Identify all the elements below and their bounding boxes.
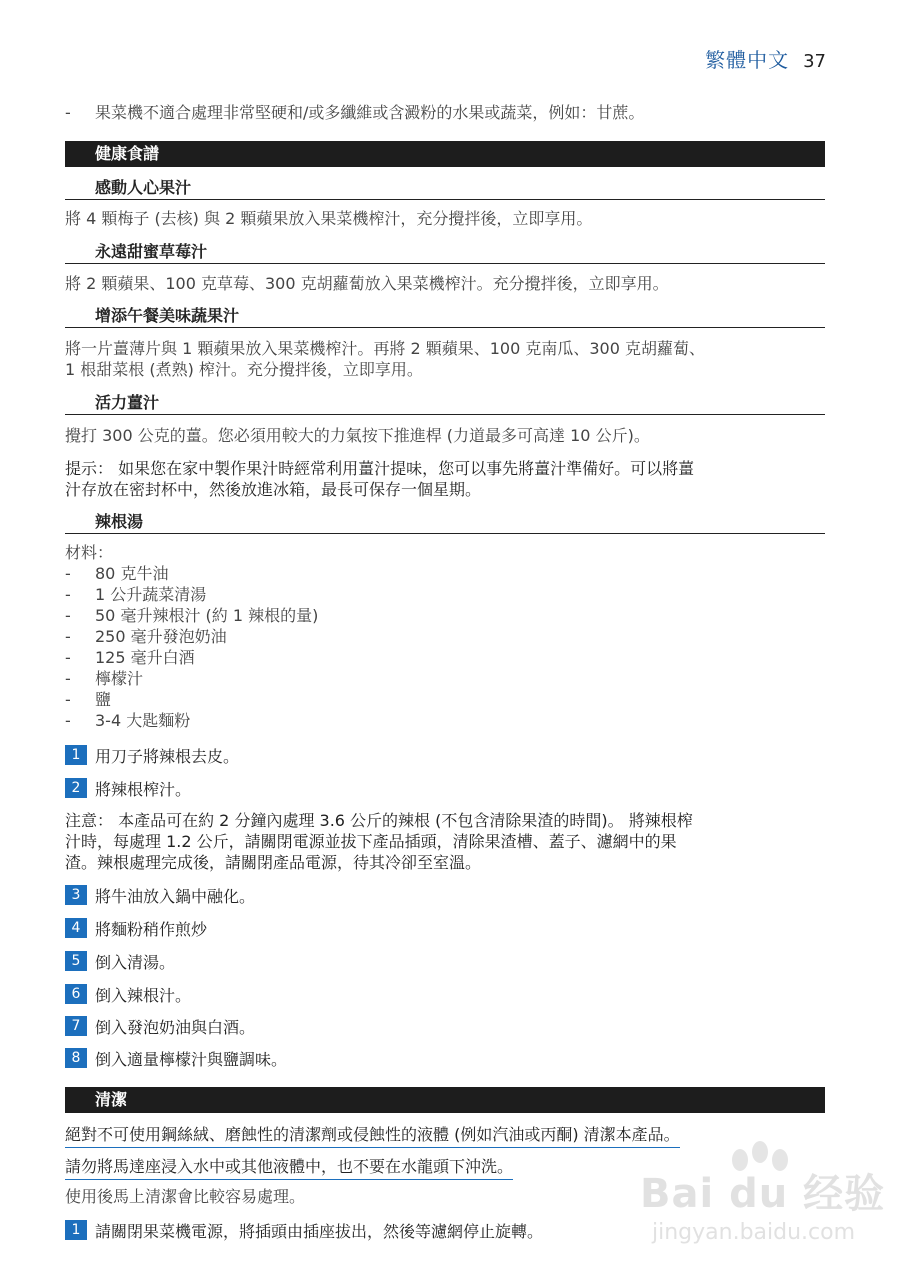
step-item: 7 倒入發泡奶油與白酒。: [65, 1015, 825, 1037]
recipe-text: 將一片薑薄片與 1 顆蘋果放入果菜機榨汁。再將 2 顆蘋果、100 克南瓜、300 克胡蘿蔔、 1 根甜菜根 (煮熟) 榨汁。充分攪拌後，立即享用。: [65, 339, 705, 379]
section-title-cleaning: 清潔: [65, 1087, 825, 1113]
page-number: 37: [803, 51, 826, 72]
step-number: 5: [65, 951, 87, 971]
list-item: - 鹽: [65, 690, 112, 709]
list-item: - 3-4 大匙麵粉: [65, 711, 191, 730]
page-header: [705, 44, 826, 73]
ingredients-list: [65, 542, 825, 731]
intro-bullet: - 果菜機不適合處理非常堅硬和/或多纖維或含澱粉的水果或蔬菜，例如：甘蔗。: [65, 103, 645, 122]
step-number: 2: [65, 778, 87, 798]
recipe-text: 將 2 顆蘋果、100 克草莓、300 克胡蘿蔔放入果菜機榨汁。充分攪拌後，立即享用。: [65, 274, 669, 293]
tip-note: 提示： 如果您在家中製作果汁時經常利用薑汁提味，您可以事先將薑汁準備好。可以將薑 汁存放在密封杯中，然後放進冰箱，最長可保存一個星期。: [65, 459, 695, 499]
ingredients-label: 材料：: [65, 543, 114, 562]
baidu-watermark: [640, 1140, 890, 1250]
list-item: - 50 毫升辣根汁 (約 1 辣根的量): [65, 606, 319, 625]
section-title-recipes: 健康食譜: [65, 141, 825, 167]
step-number: 4: [65, 918, 87, 938]
caution-note: 注意： 本產品可在約 2 分鐘內處理 3.6 公斤的辣根 (不包含清除果渣的時間)。 將辣根榨 汁時，每處理 1.2 公斤，請關閉電源並拔下產品插頭，清除果渣槽、蓋子、濾網中的果 渣。辣根處理完成後，請關閉產品電源，待其冷卻至室溫。: [65, 811, 693, 872]
step-number: 1: [65, 745, 87, 765]
step-item: 8 倒入適量檸檬汁與鹽調味。: [65, 1047, 825, 1069]
step-item: 6 倒入辣根汁。: [65, 983, 825, 1005]
recipe-text: 將 4 顆梅子 (去核) 與 2 顆蘋果放入果菜機榨汁，充分攪拌後，立即享用。: [65, 209, 593, 228]
step-item: 4 將麵粉稍作煎炒: [65, 917, 825, 939]
info-text: 使用後馬上清潔會比較容易處理。: [65, 1187, 306, 1206]
step-item: 5 倒入清湯。: [65, 950, 825, 972]
recipe-title: 活力薑汁: [65, 391, 825, 415]
recipe-text: 攪打 300 公克的薑。您必須用較大的力氣按下推進桿 (力道最多可高達 10 公斤)。: [65, 426, 650, 445]
recipe-title: 感動人心果汁: [65, 176, 825, 200]
list-item: - 250 毫升發泡奶油: [65, 627, 227, 646]
recipe-title: 增添午餐美味蔬果汁: [65, 304, 825, 328]
step-number: 6: [65, 984, 87, 1004]
step-item: 1 用刀子將辣根去皮。: [65, 744, 825, 766]
step-item: 2 將辣根榨汁。: [65, 777, 825, 799]
list-item: - 1 公升蔬菜清湯: [65, 585, 207, 604]
step-item: 3 將牛油放入鍋中融化。: [65, 884, 825, 906]
list-item: - 檸檬汁: [65, 669, 144, 688]
watermark-brand: Bai du 经验: [640, 1171, 886, 1217]
list-item: - 80 克牛油: [65, 564, 169, 583]
watermark-url: jingyan.baidu.com: [652, 1220, 856, 1245]
step-item: 1 請關閉果菜機電源，將插頭由插座拔出，然後等濾網停止旋轉。: [65, 1219, 825, 1241]
warning-text: 請勿將馬達座浸入水中或其他液體中，也不要在水龍頭下沖洗。: [65, 1154, 513, 1180]
recipe-title: 辣根湯: [65, 510, 825, 534]
header-language: 繁體中文: [705, 48, 790, 72]
recipe-title: 永遠甜蜜草莓汁: [65, 240, 825, 264]
step-number: 3: [65, 885, 87, 905]
warning-text: 絕對不可使用鋼絲絨、磨蝕性的清潔劑或侵蝕性的液體 (例如汽油或丙酮) 清潔本產品。: [65, 1122, 680, 1148]
step-number: 8: [65, 1048, 87, 1068]
list-item: - 125 毫升白酒: [65, 648, 195, 667]
step-number: 7: [65, 1016, 87, 1036]
step-number: 1: [65, 1220, 87, 1240]
